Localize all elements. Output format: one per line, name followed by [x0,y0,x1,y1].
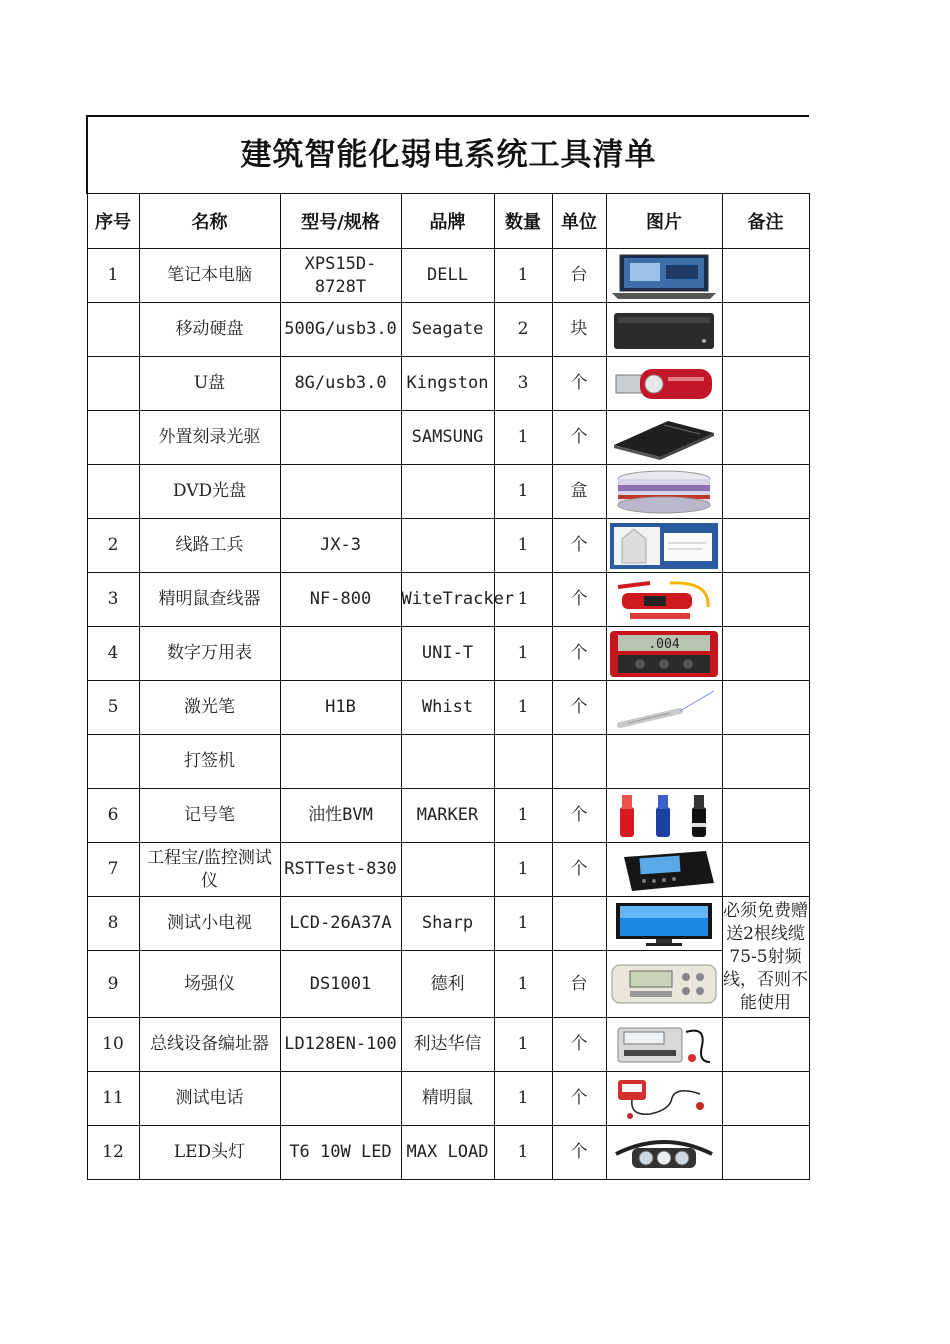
cell-note [722,627,809,681]
line-finder-image [610,577,719,623]
cell-unit: 盒 [552,465,606,519]
page-title: 建筑智能化弱电系统工具清单 [87,116,809,194]
cell-unit: 个 [552,843,606,897]
cell-name: DVD光盘 [139,465,280,519]
cell-qty: 1 [494,465,552,519]
cell-picture [606,627,722,681]
cell-model: H1B [280,681,401,735]
cell-name: 测试电话 [139,1072,280,1126]
cell-note [722,465,809,519]
cell-model: T6 10W LED [280,1126,401,1180]
table-row [87,357,809,411]
cell-brand: 德利 [401,951,494,1018]
cell-name: LED头灯 [139,1126,280,1180]
cell-name: U盘 [139,357,280,411]
cell-qty: 1 [494,789,552,843]
field-meter-image [610,961,719,1007]
cell-model: LD128EN-100 [280,1018,401,1072]
cell-name: 打签机 [139,735,280,789]
cell-picture [606,357,722,411]
header-unit: 单位 [552,194,606,249]
cell-unit: 个 [552,1126,606,1180]
cell-model [280,627,401,681]
cell-no: 4 [87,627,139,681]
cell-brand: Whist [401,681,494,735]
cell-model [280,735,401,789]
cell-brand: UNI-T [401,627,494,681]
header-brand: 品牌 [401,194,494,249]
cell-unit: 个 [552,627,606,681]
cell-note: 必须免费赠送2根线缆75-5射频线，否则不能使用 [722,897,809,1018]
cell-brand: 精明鼠 [401,1072,494,1126]
cell-picture [606,303,722,357]
cell-qty: 1 [494,681,552,735]
cell-no: 5 [87,681,139,735]
table-row [87,249,809,303]
cell-qty: 1 [494,1126,552,1180]
cell-picture [606,411,722,465]
test-phone-image [610,1076,719,1122]
cell-note [722,735,809,789]
cell-qty: 1 [494,1072,552,1126]
cell-qty: 1 [494,519,552,573]
table-row [87,303,809,357]
cell-model: 油性BVM [280,789,401,843]
table-row [87,897,809,951]
cell-model: RSTTest-830 [280,843,401,897]
cell-picture [606,1018,722,1072]
header-name: 名称 [139,194,280,249]
cell-no [87,303,139,357]
table-row [87,951,809,1018]
tool-list-table [86,115,810,1180]
cell-unit: 块 [552,303,606,357]
cell-note [722,1072,809,1126]
cell-note [722,681,809,735]
cell-brand: Sharp [401,897,494,951]
table-row [87,843,809,897]
table-row [87,789,809,843]
cell-note [722,573,809,627]
cell-no: 8 [87,897,139,951]
table-row [87,1072,809,1126]
cell-name: 精明鼠查线器 [139,573,280,627]
cell-note [722,789,809,843]
addresser-image [610,1022,719,1068]
cell-picture [606,1072,722,1126]
cell-brand: SAMSUNG [401,411,494,465]
table-row [87,1126,809,1180]
cell-brand [401,735,494,789]
table-row [87,411,809,465]
cell-unit: 个 [552,1018,606,1072]
cell-note [722,1126,809,1180]
cell-note [722,249,809,303]
cell-unit [552,897,606,951]
cell-name: 数字万用表 [139,627,280,681]
cell-brand: 利达华信 [401,1018,494,1072]
cell-name: 工程宝/监控测试仪 [139,843,280,897]
cell-unit: 个 [552,789,606,843]
cell-no: 11 [87,1072,139,1126]
cell-qty: 1 [494,249,552,303]
usb-drive-image [610,361,719,407]
table-row [87,735,809,789]
cell-no: 6 [87,789,139,843]
cell-picture [606,897,722,951]
cell-model [280,1072,401,1126]
cell-no [87,735,139,789]
cell-qty: 2 [494,303,552,357]
cell-model: DS1001 [280,951,401,1018]
hard-drive-image [610,307,719,353]
cell-picture [606,1126,722,1180]
cell-unit [552,735,606,789]
cell-unit: 个 [552,411,606,465]
cell-model: XPS15D-8728T [280,249,401,303]
cell-model: NF-800 [280,573,401,627]
laptop-image [610,253,719,299]
cell-no: 3 [87,573,139,627]
cell-no: 2 [87,519,139,573]
cell-no: 1 [87,249,139,303]
cell-qty: 1 [494,843,552,897]
cell-picture [606,843,722,897]
headlamp-image [610,1130,719,1176]
cell-model: LCD-26A37A [280,897,401,951]
cell-unit: 个 [552,357,606,411]
cell-picture [606,465,722,519]
table-row [87,1018,809,1072]
cell-model: 500G/usb3.0 [280,303,401,357]
header-no: 序号 [87,194,139,249]
cell-no: 12 [87,1126,139,1180]
cell-picture [606,951,722,1018]
cell-note [722,519,809,573]
cell-model [280,411,401,465]
cell-note [722,1018,809,1072]
svg-text:.004: .004 [648,636,680,652]
header-picture: 图片 [606,194,722,249]
cell-unit: 个 [552,681,606,735]
cell-no [87,411,139,465]
cell-picture [606,735,722,789]
cctv-tester-image [610,847,719,893]
cell-brand [401,843,494,897]
table-row [87,465,809,519]
cell-brand: MARKER [401,789,494,843]
cell-note [722,357,809,411]
cell-picture [606,681,722,735]
table-row [87,573,809,627]
cell-name: 笔记本电脑 [139,249,280,303]
cell-unit: 个 [552,1072,606,1126]
cell-model: JX-3 [280,519,401,573]
cell-picture [606,789,722,843]
cell-brand [401,519,494,573]
header-model: 型号/规格 [280,194,401,249]
cell-name: 移动硬盘 [139,303,280,357]
cell-qty: 1 [494,411,552,465]
multimeter-image [610,631,719,677]
cell-brand: DELL [401,249,494,303]
cell-qty: 3 [494,357,552,411]
cell-note [722,411,809,465]
table-row [87,681,809,735]
cell-note [722,303,809,357]
cell-brand: Seagate [401,303,494,357]
markers-image [610,793,719,839]
cell-qty: 1 [494,951,552,1018]
cell-name: 激光笔 [139,681,280,735]
cell-no: 7 [87,843,139,897]
cell-no [87,357,139,411]
optical-drive-image [610,415,719,461]
cell-brand: WiteTracker [401,573,494,627]
cell-qty: 1 [494,627,552,681]
cell-unit: 个 [552,519,606,573]
cell-name: 测试小电视 [139,897,280,951]
cell-no: 9 [87,951,139,1018]
cell-brand [401,465,494,519]
table-row [87,519,809,573]
cell-model: 8G/usb3.0 [280,357,401,411]
cell-unit: 个 [552,573,606,627]
cell-qty: 1 [494,573,552,627]
cell-name: 场强仪 [139,951,280,1018]
cell-picture [606,573,722,627]
tv-image [610,901,719,947]
cell-name: 外置刻录光驱 [139,411,280,465]
cell-picture [606,249,722,303]
cell-unit: 台 [552,951,606,1018]
header-qty: 数量 [494,194,552,249]
cell-no: 10 [87,1018,139,1072]
cell-no [87,465,139,519]
cell-name: 总线设备编址器 [139,1018,280,1072]
cell-brand: MAX LOAD [401,1126,494,1180]
cell-name: 线路工兵 [139,519,280,573]
cell-unit: 台 [552,249,606,303]
table-row [87,627,809,681]
laser-pen-image [610,685,719,731]
cell-qty [494,735,552,789]
cable-tester-image [610,523,719,569]
cell-name: 记号笔 [139,789,280,843]
cell-qty: 1 [494,897,552,951]
cell-model [280,465,401,519]
header-row [87,194,809,249]
cell-picture [606,519,722,573]
cell-brand: Kingston [401,357,494,411]
header-note: 备注 [722,194,809,249]
dvd-spindle-image [610,469,719,515]
table-body [87,249,809,1180]
cell-note [722,843,809,897]
cell-qty: 1 [494,1018,552,1072]
